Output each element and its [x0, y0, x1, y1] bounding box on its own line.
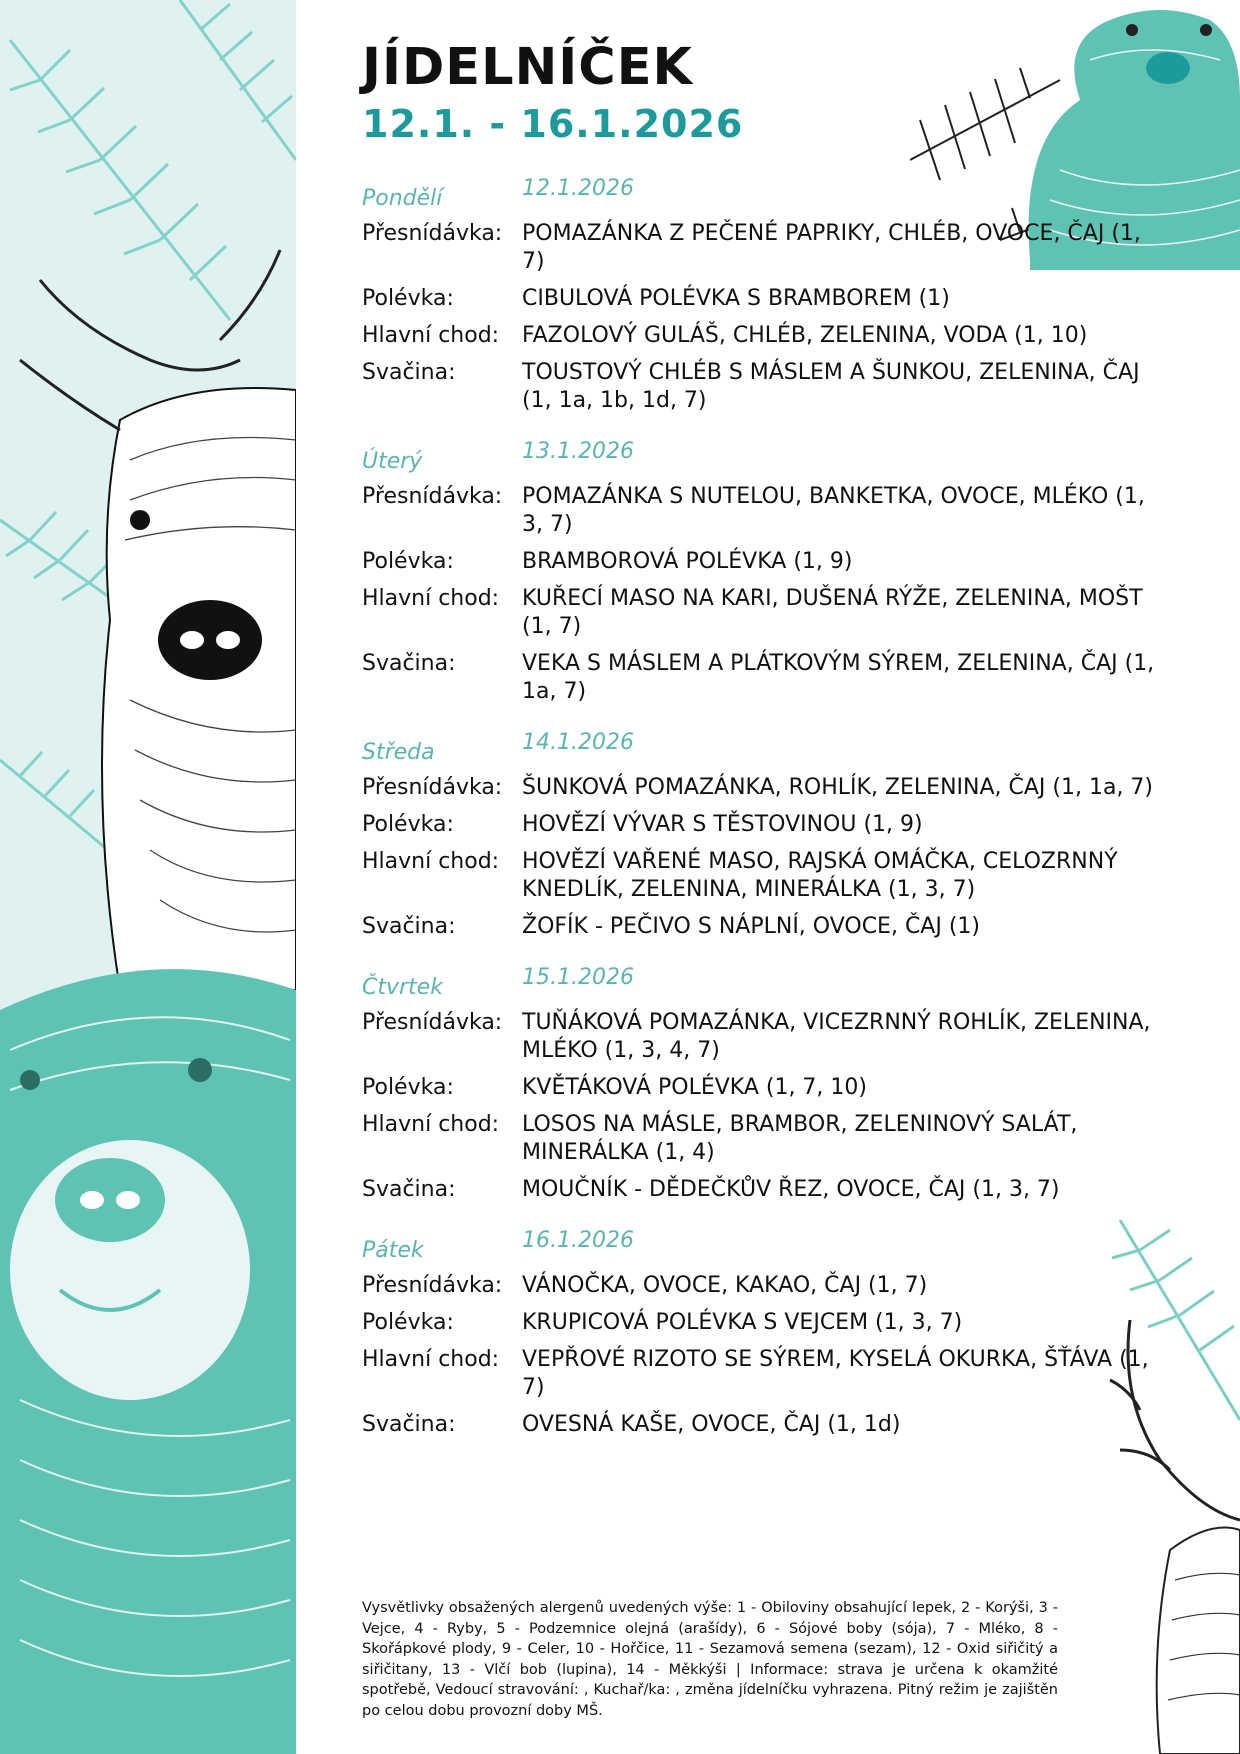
day-header: [362, 1228, 1162, 1272]
meal-value: VEPŘOVÉ RIZOTO SE SÝREM, KYSELÁ OKURKA, ŠŤÁVA (1, 7): [522, 1347, 1149, 1401]
meal-label: Hlavní chod:: [362, 1347, 500, 1373]
meal-value: KRUPICOVÁ POLÉVKA S VEJCEM (1, 3, 7): [522, 1310, 963, 1336]
meal-row: [362, 585, 1162, 641]
day-date: 15.1.2026: [522, 965, 634, 991]
meal-label: Svačina:: [362, 1412, 456, 1438]
meal-value: OVESNÁ KAŠE, OVOCE, ČAJ (1, 1d): [522, 1412, 901, 1438]
meal-value: TOUSTOVÝ CHLÉB S MÁSLEM A ŠUNKOU, ZELENINA, ČAJ (1, 1a, 1b, 1d, 7): [522, 360, 1140, 414]
days-list: [362, 176, 1162, 1439]
meal-value: VEKA S MÁSLEM A PLÁTKOVÝM SÝREM, ZELENINA, ČAJ (1, 1a, 7): [522, 651, 1155, 705]
meal-value: CIBULOVÁ POLÉVKA S BRAMBOREM (1): [522, 286, 950, 312]
meal-row: [362, 322, 1162, 350]
meal-value: HOVĚZÍ VAŘENÉ MASO, RAJSKÁ OMÁČKA, CELOZRNNÝ KNEDLÍK, ZELENINA, MINERÁLKA (1, 3, 7): [522, 849, 1118, 903]
meal-label: Polévka:: [362, 812, 454, 838]
day-header: [362, 176, 1162, 220]
meal-row: [362, 285, 1162, 313]
day-date: 12.1.2026: [522, 176, 634, 202]
day-block-thursday: [362, 965, 1162, 1204]
meal-row: [362, 811, 1162, 839]
meal-label: Polévka:: [362, 286, 454, 312]
meal-value: TUŇÁKOVÁ POMAZÁNKA, VICEZRNNÝ ROHLÍK, ZELENINA, MLÉKO (1, 3, 4, 7): [522, 1010, 1151, 1064]
day-name: Úterý: [362, 449, 423, 475]
day-name: Středa: [362, 740, 435, 766]
day-date: 14.1.2026: [522, 730, 634, 756]
meal-row: [362, 483, 1162, 539]
meal-label: Hlavní chod:: [362, 1112, 500, 1138]
meal-row: [362, 220, 1162, 276]
page-title: JÍDELNÍČEK: [362, 38, 694, 97]
meal-row: [362, 1272, 1162, 1300]
day-date: 13.1.2026: [522, 439, 634, 465]
meal-label: Přesnídávka:: [362, 484, 503, 510]
deer-illustration: [0, 0, 296, 1754]
meal-row: [362, 913, 1162, 941]
meal-row: [362, 1111, 1162, 1167]
meal-label: Hlavní chod:: [362, 849, 500, 875]
meal-row: [362, 1009, 1162, 1065]
meal-label: Hlavní chod:: [362, 323, 500, 349]
meal-row: [362, 1074, 1162, 1102]
day-header: [362, 965, 1162, 1009]
meal-value: HOVĚZÍ VÝVAR S TĚSTOVINOU (1, 9): [522, 812, 923, 838]
day-block-friday: [362, 1228, 1162, 1439]
meal-row: [362, 848, 1162, 904]
meal-row: [362, 650, 1162, 706]
meal-value: KVĚTÁKOVÁ POLÉVKA (1, 7, 10): [522, 1075, 867, 1101]
day-name: Pátek: [362, 1238, 424, 1264]
meal-label: Polévka:: [362, 1075, 454, 1101]
meal-value: ŽOFÍK - PEČIVO S NÁPLNÍ, OVOCE, ČAJ (1): [522, 914, 981, 940]
day-block-tuesday: [362, 439, 1162, 706]
day-date: 16.1.2026: [522, 1228, 634, 1254]
meal-label: Přesnídávka:: [362, 221, 503, 247]
meal-label: Hlavní chod:: [362, 586, 500, 612]
meal-value: FAZOLOVÝ GULÁŠ, CHLÉB, ZELENINA, VODA (1, 10): [522, 323, 1088, 349]
meal-label: Svačina:: [362, 1177, 456, 1203]
meal-value: VÁNOČKA, OVOCE, KAKAO, ČAJ (1, 7): [522, 1273, 928, 1299]
meal-row: [362, 1346, 1162, 1402]
meal-label: Svačina:: [362, 914, 456, 940]
meal-value: LOSOS NA MÁSLE, BRAMBOR, ZELENINOVÝ SALÁT, MINERÁLKA (1, 4): [522, 1112, 1078, 1166]
meal-row: [362, 774, 1162, 802]
meal-label: Přesnídávka:: [362, 1010, 503, 1036]
menu-content: [362, 40, 1162, 1463]
day-name: Čtvrtek: [362, 975, 443, 1001]
meal-label: Polévka:: [362, 549, 454, 575]
meal-label: Přesnídávka:: [362, 775, 503, 801]
meal-row: [362, 359, 1162, 415]
meal-value: POMAZÁNKA S NUTELOU, BANKETKA, OVOCE, MLÉKO (1, 3, 7): [522, 484, 1145, 538]
meal-label: Přesnídávka:: [362, 1273, 503, 1299]
meal-row: [362, 1411, 1162, 1439]
day-header: [362, 730, 1162, 774]
meal-label: Svačina:: [362, 651, 456, 677]
day-name: Pondělí: [362, 186, 443, 212]
left-illustration-panel: [0, 0, 296, 1754]
meal-row: [362, 548, 1162, 576]
meal-value: ŠUNKOVÁ POMAZÁNKA, ROHLÍK, ZELENINA, ČAJ (1, 1a, 7): [522, 775, 1154, 801]
date-range: 12.1. - 16.1.2026: [362, 102, 744, 147]
day-header: [362, 439, 1162, 483]
meal-value: KUŘECÍ MASO NA KARI, DUŠENÁ RÝŽE, ZELENINA, MOŠT (1, 7): [522, 586, 1143, 640]
day-block-monday: [362, 176, 1162, 415]
meal-label: Polévka:: [362, 1310, 454, 1336]
meal-label: Svačina:: [362, 360, 456, 386]
meal-value: MOUČNÍK - DĚDEČKŮV ŘEZ, OVOCE, ČAJ (1, 3, 7): [522, 1177, 1060, 1203]
meal-row: [362, 1176, 1162, 1204]
meal-value: BRAMBOROVÁ POLÉVKA (1, 9): [522, 549, 853, 575]
day-block-wednesday: [362, 730, 1162, 941]
allergen-footnote: Vysvětlivky obsažených alergenů uvedených výše: 1 - Obiloviny obsahující lepek, 2 - Korýši, 3 - Vejce, 4 - Ryby, 5 - Podzemnice olejná (arašídy), 6 - Sójové boby (sója), 7 - Mléko, 8 - Skořápkové plody, 9 - Celer, 10 - Hořčice, 11 - Sezamová semena (sezam), 12 - Oxid siřičitý a siřičitany, 13 - Vlčí bob (lupina), 14 - Měkkýši | Informace: strava je určena k okamžité spotřebě, Vedoucí stravování: , Kuchař/ka: , změna jídelníčku vyhrazena. Pitný režim je zajištěn po celou dobu provozní doby MŠ.: [362, 1600, 1058, 1719]
meal-value: POMAZÁNKA Z PEČENÉ PAPRIKY, CHLÉB, OVOCE, ČAJ (1, 7): [522, 221, 1141, 275]
meal-row: [362, 1309, 1162, 1337]
